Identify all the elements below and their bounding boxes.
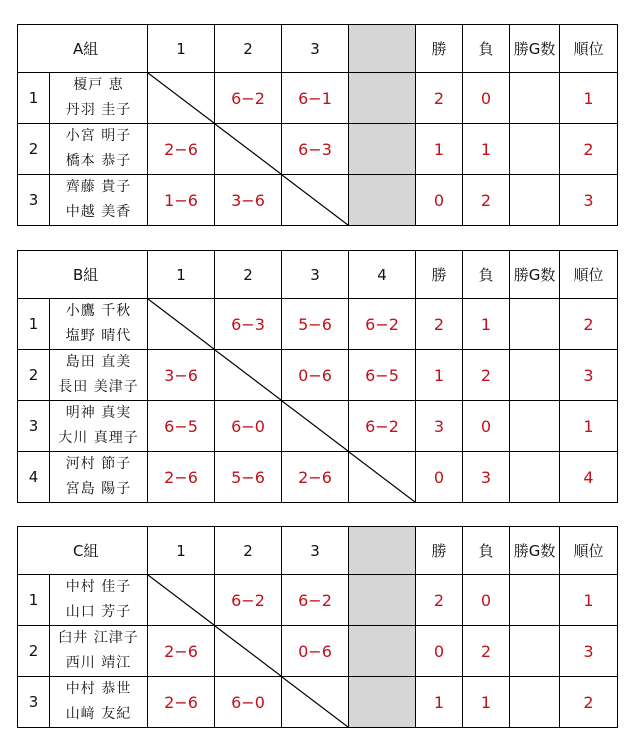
rank-value: 2 — [560, 299, 618, 350]
group-name: A組 — [18, 25, 148, 73]
losses-value: 2 — [463, 175, 510, 226]
player-name: 河村 節子 — [65, 456, 132, 472]
player-name: 大川 真理子 — [58, 430, 139, 446]
pair-names — [50, 401, 148, 452]
group-table — [17, 250, 618, 503]
rank-value: 3 — [560, 350, 618, 401]
player-name: 齊藤 貴子 — [65, 179, 132, 195]
player-name: 小宮 明子 — [65, 128, 132, 144]
player-name: 臼井 江津子 — [58, 630, 139, 646]
rank-value: 1 — [560, 401, 618, 452]
match-score: 0−6 — [282, 626, 349, 677]
blank-cell — [349, 175, 416, 226]
match-score: 6−2 — [349, 299, 416, 350]
seed-number: 3 — [18, 401, 50, 452]
losses-value: 0 — [463, 73, 510, 124]
match-score: 6−2 — [349, 401, 416, 452]
blank-header-cell — [349, 527, 416, 575]
diagonal-slash — [215, 124, 281, 174]
games-won-value — [510, 575, 560, 626]
player-name: 宮島 陽子 — [65, 481, 132, 497]
wins-value: 2 — [416, 575, 463, 626]
wins-value: 0 — [416, 452, 463, 503]
seed-number: 2 — [18, 626, 50, 677]
column-header: 4 — [349, 251, 416, 299]
match-score: 3−6 — [215, 175, 282, 226]
player-name: 中村 佳子 — [65, 579, 132, 595]
header-row — [18, 251, 618, 299]
rank-value: 3 — [560, 626, 618, 677]
match-score: 2−6 — [148, 452, 215, 503]
player-row — [18, 73, 618, 124]
header-row — [18, 25, 618, 73]
blank-cell — [349, 73, 416, 124]
losses-value: 3 — [463, 452, 510, 503]
wins-value: 1 — [416, 677, 463, 728]
pair-names — [50, 175, 148, 226]
games-won-value — [510, 452, 560, 503]
match-score: 5−6 — [215, 452, 282, 503]
stat-header: 負 — [463, 25, 510, 73]
losses-value: 2 — [463, 626, 510, 677]
rank-value: 3 — [560, 175, 618, 226]
games-won-value — [510, 175, 560, 226]
stat-header: 勝 — [416, 251, 463, 299]
self-match-cell — [282, 677, 349, 728]
header-row — [18, 527, 618, 575]
seed-number: 1 — [18, 575, 50, 626]
blank-cell — [349, 575, 416, 626]
match-score: 6−2 — [282, 575, 349, 626]
match-score: 2−6 — [148, 677, 215, 728]
games-won-value — [510, 299, 560, 350]
player-name: 島田 直美 — [65, 354, 132, 370]
wins-value: 0 — [416, 175, 463, 226]
diagonal-slash — [148, 575, 214, 625]
player-name: 山口 芳子 — [65, 604, 132, 620]
losses-value: 0 — [463, 401, 510, 452]
stat-header: 勝G数 — [510, 25, 560, 73]
player-row — [18, 575, 618, 626]
player-name: 明神 真実 — [65, 405, 132, 421]
stat-header: 勝 — [416, 527, 463, 575]
player-name: 丹羽 圭子 — [65, 102, 132, 118]
stat-header: 負 — [463, 251, 510, 299]
player-row — [18, 299, 618, 350]
seed-number: 3 — [18, 677, 50, 728]
pair-names — [50, 626, 148, 677]
column-header: 2 — [215, 251, 282, 299]
blank-cell — [349, 626, 416, 677]
losses-value: 0 — [463, 575, 510, 626]
pair-names — [50, 452, 148, 503]
pair-names — [50, 575, 148, 626]
games-won-value — [510, 677, 560, 728]
stat-header: 勝 — [416, 25, 463, 73]
seed-number: 1 — [18, 299, 50, 350]
match-score: 6−0 — [215, 401, 282, 452]
player-row — [18, 350, 618, 401]
losses-value: 1 — [463, 124, 510, 175]
stat-header: 負 — [463, 527, 510, 575]
self-match-cell — [349, 452, 416, 503]
diagonal-slash — [148, 73, 214, 123]
games-won-value — [510, 124, 560, 175]
column-header: 1 — [148, 527, 215, 575]
self-match-cell — [148, 575, 215, 626]
self-match-cell — [148, 299, 215, 350]
match-score: 5−6 — [282, 299, 349, 350]
stat-header: 勝G数 — [510, 251, 560, 299]
group-name: C組 — [18, 527, 148, 575]
column-header: 3 — [282, 251, 349, 299]
column-header: 1 — [148, 251, 215, 299]
column-header: 2 — [215, 25, 282, 73]
player-row — [18, 175, 618, 226]
match-score: 6−2 — [215, 73, 282, 124]
stat-header: 順位 — [560, 251, 618, 299]
games-won-value — [510, 626, 560, 677]
group-table — [17, 526, 618, 728]
match-score: 1−6 — [148, 175, 215, 226]
match-score: 2−6 — [148, 124, 215, 175]
match-score: 6−3 — [282, 124, 349, 175]
games-won-value — [510, 73, 560, 124]
diagonal-slash — [215, 350, 281, 400]
player-name: 橋本 恭子 — [65, 153, 132, 169]
diagonal-slash — [215, 626, 281, 676]
seed-number: 3 — [18, 175, 50, 226]
player-name: 榎戸 恵 — [73, 77, 124, 93]
pair-names — [50, 677, 148, 728]
group-name: B組 — [18, 251, 148, 299]
losses-value: 1 — [463, 299, 510, 350]
diagonal-slash — [349, 452, 415, 502]
seed-number: 2 — [18, 350, 50, 401]
diagonal-slash — [282, 677, 348, 727]
rank-value: 1 — [560, 73, 618, 124]
match-score: 2−6 — [148, 626, 215, 677]
stat-header: 順位 — [560, 25, 618, 73]
player-row — [18, 401, 618, 452]
wins-value: 3 — [416, 401, 463, 452]
wins-value: 0 — [416, 626, 463, 677]
player-row — [18, 452, 618, 503]
wins-value: 1 — [416, 124, 463, 175]
losses-value: 2 — [463, 350, 510, 401]
player-row — [18, 677, 618, 728]
rank-value: 2 — [560, 124, 618, 175]
self-match-cell — [282, 401, 349, 452]
match-score: 6−5 — [349, 350, 416, 401]
group-table — [17, 24, 618, 226]
column-header: 3 — [282, 527, 349, 575]
match-score: 6−0 — [215, 677, 282, 728]
wins-value: 2 — [416, 299, 463, 350]
seed-number: 2 — [18, 124, 50, 175]
self-match-cell — [282, 175, 349, 226]
self-match-cell — [148, 73, 215, 124]
player-name: 山﨑 友紀 — [65, 706, 132, 722]
player-name: 西川 靖江 — [65, 655, 132, 671]
match-score: 6−5 — [148, 401, 215, 452]
player-row — [18, 124, 618, 175]
player-name: 小鷹 千秋 — [65, 303, 132, 319]
match-score: 0−6 — [282, 350, 349, 401]
rank-value: 1 — [560, 575, 618, 626]
rank-value: 4 — [560, 452, 618, 503]
pair-names — [50, 73, 148, 124]
diagonal-slash — [282, 401, 348, 451]
pair-names — [50, 350, 148, 401]
blank-cell — [349, 677, 416, 728]
player-name: 長田 美津子 — [58, 379, 139, 395]
self-match-cell — [215, 350, 282, 401]
match-score: 3−6 — [148, 350, 215, 401]
wins-value: 1 — [416, 350, 463, 401]
diagonal-slash — [148, 299, 214, 349]
match-score: 6−1 — [282, 73, 349, 124]
diagonal-slash — [282, 175, 348, 225]
self-match-cell — [215, 626, 282, 677]
match-score: 6−2 — [215, 575, 282, 626]
wins-value: 2 — [416, 73, 463, 124]
stat-header: 順位 — [560, 527, 618, 575]
self-match-cell — [215, 124, 282, 175]
player-name: 中村 恭世 — [65, 681, 132, 697]
player-row — [18, 626, 618, 677]
match-score: 2−6 — [282, 452, 349, 503]
seed-number: 1 — [18, 73, 50, 124]
games-won-value — [510, 350, 560, 401]
pair-names — [50, 299, 148, 350]
seed-number: 4 — [18, 452, 50, 503]
column-header: 2 — [215, 527, 282, 575]
stat-header: 勝G数 — [510, 527, 560, 575]
pair-names — [50, 124, 148, 175]
games-won-value — [510, 401, 560, 452]
player-name: 中越 美香 — [65, 204, 132, 220]
column-header: 1 — [148, 25, 215, 73]
player-name: 塩野 晴代 — [65, 328, 132, 344]
match-score: 6−3 — [215, 299, 282, 350]
losses-value: 1 — [463, 677, 510, 728]
column-header: 3 — [282, 25, 349, 73]
blank-header-cell — [349, 25, 416, 73]
blank-cell — [349, 124, 416, 175]
rank-value: 2 — [560, 677, 618, 728]
